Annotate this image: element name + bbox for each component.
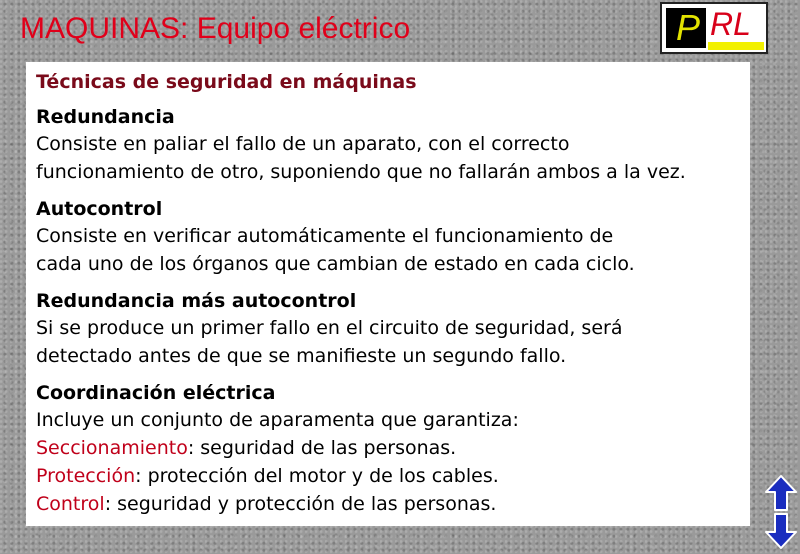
- section-intro-line: Incluye un conjunto de aparamenta que garantiza:: [36, 409, 519, 431]
- logo-p-box: [666, 8, 706, 48]
- term-seccionamiento: Seccionamiento: [36, 437, 188, 459]
- section-text-line: Consiste en verificar automáticamente el funcionamiento de: [36, 225, 614, 247]
- logo-letters-rl: RL: [710, 6, 751, 42]
- section-heading: Redundancia: [36, 106, 175, 128]
- section-text-line: cada uno de los órganos que cambian de estado en cada ciclo.: [36, 253, 635, 275]
- section-text-line: Consiste en paliar el fallo de un aparato, con el correcto: [36, 133, 570, 155]
- section-text-line: detectado antes de que se manifieste un segundo fallo.: [36, 345, 567, 367]
- logo-letter-p: P: [676, 7, 701, 48]
- section-coordinacion-electrica: [36, 380, 740, 518]
- section-redundancia-autocontrol: [36, 288, 740, 370]
- term-description: : protección del motor y de los cables.: [135, 465, 499, 487]
- list-item: [36, 462, 740, 490]
- section-heading: Coordinación eléctrica: [36, 382, 276, 404]
- previous-page-button[interactable]: [764, 474, 798, 512]
- prl-logo: [660, 2, 768, 54]
- next-page-button[interactable]: [764, 512, 798, 550]
- panel-title: Técnicas de seguridad en máquinas: [36, 71, 417, 93]
- page-title: MAQUINAS: Equipo eléctrico: [20, 12, 411, 45]
- content-panel: [26, 62, 750, 526]
- term-control: Control: [36, 493, 105, 515]
- arrow-down-icon: [764, 512, 798, 550]
- term-description: : seguridad de las personas.: [187, 437, 457, 459]
- section-autocontrol: [36, 196, 740, 278]
- term-description: : seguridad y protección de las personas.: [104, 493, 497, 515]
- arrow-up-icon: [764, 474, 798, 512]
- section-redundancia: [36, 104, 740, 186]
- section-text-line: Si se produce un primer fallo en el circuito de seguridad, será: [36, 317, 623, 339]
- list-item: [36, 434, 740, 462]
- list-item: [36, 490, 740, 518]
- term-proteccion: Protección: [36, 465, 136, 487]
- logo-yellow-bar: [708, 42, 764, 50]
- section-heading: Redundancia más autocontrol: [36, 290, 357, 312]
- section-heading: Autocontrol: [36, 198, 163, 220]
- section-text-line: funcionamiento de otro, suponiendo que no fallarán ambos a la vez.: [36, 161, 686, 183]
